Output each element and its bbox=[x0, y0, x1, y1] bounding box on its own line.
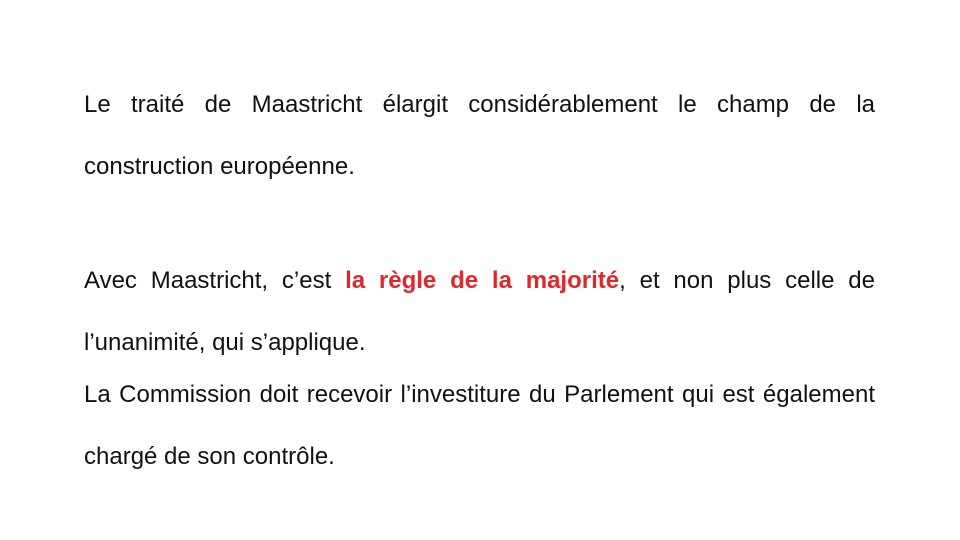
highlighted-majority-rule: la règle de la majorité bbox=[345, 267, 620, 294]
paragraph-text-end: , et non plus celle de l’unanimité, qui s’applique. bbox=[84, 267, 875, 356]
paragraph-commission-investiture bbox=[84, 364, 875, 488]
paragraph-text: Le traité de Maastricht élargit considérablement le champ de la construction européenne. bbox=[84, 91, 875, 180]
paragraph-text: La Commission doit recevoir l’investiture du Parlement qui est également chargé de son contrôle. bbox=[84, 381, 875, 470]
paragraph-text-start: Avec Maastricht, c’est bbox=[84, 267, 346, 294]
paragraph-maastricht-treaty bbox=[84, 74, 875, 198]
paragraph-majority-rule bbox=[84, 250, 875, 374]
